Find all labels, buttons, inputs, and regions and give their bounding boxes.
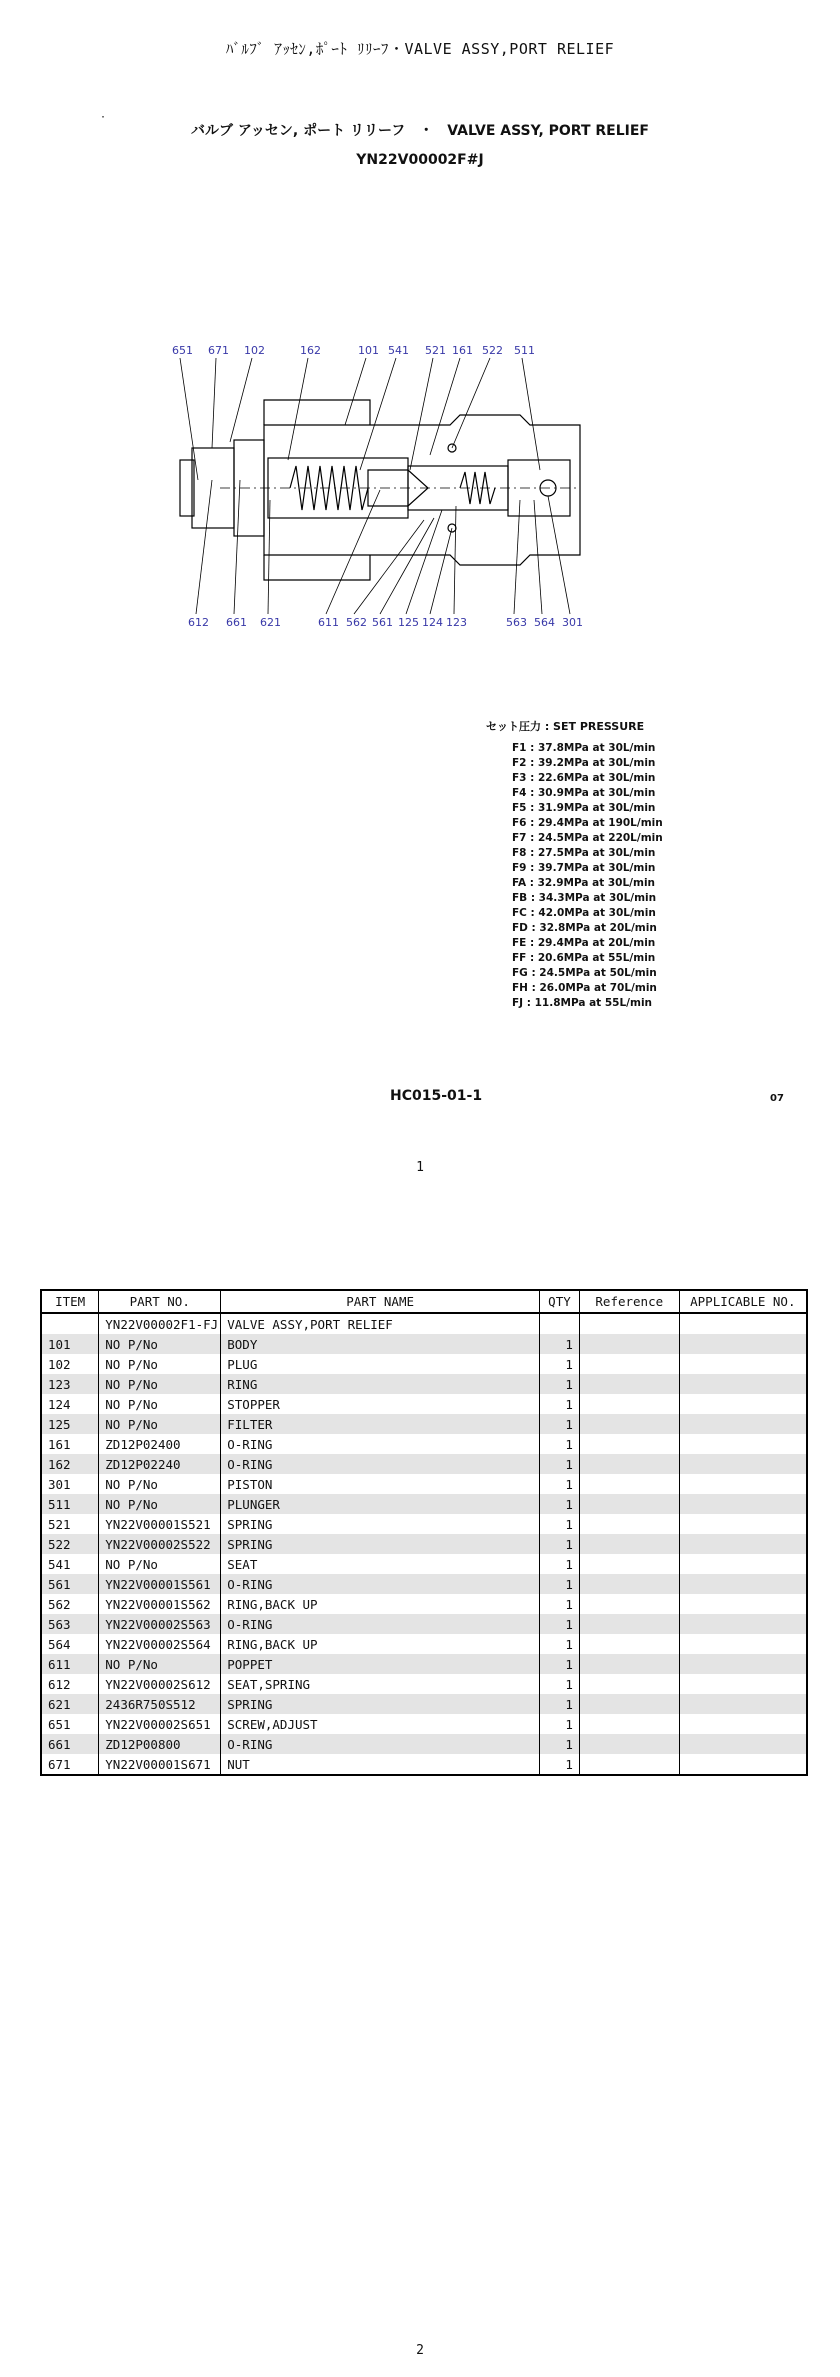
cell-part-name: RING: [221, 1374, 540, 1394]
set-pressure-item: F6 : 29.4MPa at 190L/min: [512, 817, 663, 829]
page-number-top: 1: [416, 1160, 424, 1175]
callout-leader-671: [212, 358, 216, 448]
cell-part-no: YN22V00001S562: [99, 1594, 221, 1614]
cell-applicable: [679, 1654, 807, 1674]
cell-qty: 1: [540, 1694, 580, 1714]
cell-part-name: SPRING: [221, 1694, 540, 1714]
callout-leader-611: [326, 490, 380, 614]
cell-part-name: O-RING: [221, 1614, 540, 1634]
callout-522: 522: [482, 344, 503, 357]
cell-reference: [579, 1454, 679, 1474]
set-pressure-item: F7 : 24.5MPa at 220L/min: [512, 832, 663, 844]
callout-125: 125: [398, 616, 419, 629]
set-pressure-item: FH : 26.0MPa at 70L/min: [512, 982, 657, 994]
cell-qty: 1: [540, 1494, 580, 1514]
cell-part-name: SCREW,ADJUST: [221, 1714, 540, 1734]
cell-applicable: [679, 1354, 807, 1374]
cell-part-no: YN22V00001S561: [99, 1574, 221, 1594]
cell-part-no: NO P/No: [99, 1554, 221, 1574]
cell-qty: 1: [540, 1514, 580, 1534]
cell-qty: 1: [540, 1654, 580, 1674]
table-row: [41, 1674, 807, 1694]
cell-qty: 1: [540, 1474, 580, 1494]
cell-item: 541: [41, 1554, 99, 1574]
cell-part-no: YN22V00002S651: [99, 1714, 221, 1734]
cell-part-name: STOPPER: [221, 1394, 540, 1414]
table-row: [41, 1474, 807, 1494]
parts-table-header: [41, 1290, 807, 1313]
cell-reference: [579, 1474, 679, 1494]
cell-applicable: [679, 1754, 807, 1775]
table-row: [41, 1334, 807, 1354]
cell-reference: [579, 1334, 679, 1354]
set-pressure-list: [486, 741, 663, 1011]
cell-applicable: [679, 1674, 807, 1694]
callout-162: 162: [300, 344, 321, 357]
table-row: [41, 1374, 807, 1394]
cell-qty: 1: [540, 1734, 580, 1754]
drawing-body-step-top: [264, 400, 370, 425]
cell-item: 562: [41, 1594, 99, 1614]
table-row: [41, 1614, 807, 1634]
cell-item: 564: [41, 1634, 99, 1654]
set-pressure-item: FA : 32.9MPa at 30L/min: [512, 877, 656, 889]
cell-part-name: RING,BACK UP: [221, 1634, 540, 1654]
cell-part-no: YN22V00002S522: [99, 1534, 221, 1554]
cell-item: [41, 1313, 99, 1334]
callout-521: 521: [425, 344, 446, 357]
sheet-corner-mark: 07: [770, 1093, 784, 1104]
cell-part-no: YN22V00002S564: [99, 1634, 221, 1654]
cell-reference: [579, 1313, 679, 1334]
callout-leader-521: [410, 358, 433, 470]
callout-301: 301: [562, 616, 583, 629]
cell-part-no: NO P/No: [99, 1354, 221, 1374]
callout-671: 671: [208, 344, 229, 357]
cell-part-name: PISTON: [221, 1474, 540, 1494]
cell-qty: 1: [540, 1354, 580, 1374]
cell-part-name: O-RING: [221, 1574, 540, 1594]
callout-leader-651: [180, 358, 198, 480]
cell-part-name: SPRING: [221, 1514, 540, 1534]
cell-qty: 1: [540, 1394, 580, 1414]
callout-leader-541: [360, 358, 396, 470]
cell-part-no: NO P/No: [99, 1654, 221, 1674]
cell-part-name: SEAT: [221, 1554, 540, 1574]
drawing-poppet: [368, 470, 428, 506]
cell-item: 521: [41, 1514, 99, 1534]
cell-reference: [579, 1654, 679, 1674]
cell-item: 561: [41, 1574, 99, 1594]
cell-applicable: [679, 1514, 807, 1534]
cell-item: 101: [41, 1334, 99, 1354]
cell-qty: 1: [540, 1554, 580, 1574]
callout-612: 612: [188, 616, 209, 629]
cell-item: 125: [41, 1414, 99, 1434]
cell-applicable: [679, 1594, 807, 1614]
set-pressure-item: FD : 32.8MPa at 20L/min: [512, 922, 657, 934]
col-applicable: APPLICABLE NO.: [679, 1290, 807, 1313]
cell-item: 621: [41, 1694, 99, 1714]
set-pressure-item: F4 : 30.9MPa at 30L/min: [512, 787, 656, 799]
table-row: [41, 1654, 807, 1674]
cell-qty: 1: [540, 1754, 580, 1775]
cell-reference: [579, 1594, 679, 1614]
cell-applicable: [679, 1414, 807, 1434]
cell-part-no: NO P/No: [99, 1494, 221, 1514]
drawing-body-step-bottom: [264, 555, 370, 580]
cell-reference: [579, 1694, 679, 1714]
table-row: [41, 1694, 807, 1714]
set-pressure-item: F3 : 22.6MPa at 30L/min: [512, 772, 656, 784]
table-row: [41, 1414, 807, 1434]
col-part-no: PART NO.: [99, 1290, 221, 1313]
cell-reference: [579, 1714, 679, 1734]
callout-leader-102: [230, 358, 252, 442]
cell-applicable: [679, 1614, 807, 1634]
cell-part-no: NO P/No: [99, 1414, 221, 1434]
cell-reference: [579, 1394, 679, 1414]
set-pressure-item: FB : 34.3MPa at 30L/min: [512, 892, 657, 904]
callout-leader-564: [534, 500, 542, 614]
table-row: [41, 1434, 807, 1454]
col-item: ITEM: [41, 1290, 99, 1313]
set-pressure-item: F8 : 27.5MPa at 30L/min: [512, 847, 656, 859]
cell-reference: [579, 1574, 679, 1594]
callout-leader-125: [406, 510, 442, 614]
cell-part-no: YN22V00001S671: [99, 1754, 221, 1775]
cell-item: 671: [41, 1754, 99, 1775]
callout-562: 562: [346, 616, 367, 629]
table-row: [41, 1394, 807, 1414]
callout-leader-101: [345, 358, 366, 425]
cell-reference: [579, 1494, 679, 1514]
callout-561: 561: [372, 616, 393, 629]
parts-table: [40, 1289, 808, 1776]
callout-leader-612: [196, 480, 212, 614]
cell-applicable: [679, 1494, 807, 1514]
set-pressure-item: FC : 42.0MPa at 30L/min: [512, 907, 656, 919]
cell-qty: 1: [540, 1594, 580, 1614]
cell-part-no: 2436R750S512: [99, 1694, 221, 1714]
cell-part-name: SPRING: [221, 1534, 540, 1554]
cell-applicable: [679, 1394, 807, 1414]
col-part-name: PART NAME: [221, 1290, 540, 1313]
cell-part-no: NO P/No: [99, 1374, 221, 1394]
set-pressure-item: FF : 20.6MPa at 55L/min: [512, 952, 656, 964]
callout-651: 651: [172, 344, 193, 357]
table-row: [41, 1554, 807, 1574]
cell-applicable: [679, 1574, 807, 1594]
table-row: [41, 1454, 807, 1474]
set-pressure-item: F1 : 37.8MPa at 30L/min: [512, 742, 656, 754]
cell-item: 511: [41, 1494, 99, 1514]
callout-101: 101: [358, 344, 379, 357]
cell-qty: 1: [540, 1574, 580, 1594]
callout-541: 541: [388, 344, 409, 357]
cell-part-name: VALVE ASSY,PORT RELIEF: [221, 1313, 540, 1334]
cell-item: 102: [41, 1354, 99, 1374]
cell-reference: [579, 1614, 679, 1634]
cell-part-no: NO P/No: [99, 1474, 221, 1494]
callout-leader-561: [380, 518, 434, 614]
callout-leader-124: [430, 528, 452, 614]
cell-qty: 1: [540, 1414, 580, 1434]
cell-qty: 1: [540, 1714, 580, 1734]
cell-part-name: FILTER: [221, 1414, 540, 1434]
callout-102: 102: [244, 344, 265, 357]
callout-661: 661: [226, 616, 247, 629]
cell-item: 612: [41, 1674, 99, 1694]
cell-reference: [579, 1374, 679, 1394]
callout-621: 621: [260, 616, 281, 629]
col-reference: Reference: [579, 1290, 679, 1313]
cell-reference: [579, 1734, 679, 1754]
table-row: [41, 1634, 807, 1654]
callout-leader-162: [288, 358, 308, 460]
cell-applicable: [679, 1554, 807, 1574]
cell-applicable: [679, 1714, 807, 1734]
cell-applicable: [679, 1434, 807, 1454]
document-header-title: ﾊﾞﾙﾌﾞ ｱｯｾﾝ,ﾎﾟｰﾄ ﾘﾘｰﾌ・VALVE ASSY,PORT RELIEF: [225, 40, 615, 58]
cell-part-name: SEAT,SPRING: [221, 1674, 540, 1694]
cell-qty: 1: [540, 1334, 580, 1354]
page-number-bottom: 2: [416, 2343, 424, 2358]
table-row: [41, 1734, 807, 1754]
cell-item: 161: [41, 1434, 99, 1454]
cell-applicable: [679, 1694, 807, 1714]
cell-reference: [579, 1414, 679, 1434]
cell-part-no: ZD12P02240: [99, 1454, 221, 1474]
cell-part-no: YN22V00002S612: [99, 1674, 221, 1694]
table-row: [41, 1514, 807, 1534]
cell-qty: 1: [540, 1534, 580, 1554]
cell-part-name: BODY: [221, 1334, 540, 1354]
cell-part-no: ZD12P00800: [99, 1734, 221, 1754]
table-row: [41, 1494, 807, 1514]
table-row: [41, 1754, 807, 1775]
valve-assembly-drawing: [160, 330, 660, 650]
cell-reference: [579, 1434, 679, 1454]
cell-qty: [540, 1313, 580, 1334]
stray-dot: ·: [100, 112, 107, 123]
cell-part-name: RING,BACK UP: [221, 1594, 540, 1614]
cell-item: 301: [41, 1474, 99, 1494]
cell-reference: [579, 1674, 679, 1694]
drawing-number: YN22V00002F#J: [356, 152, 484, 168]
cell-qty: 1: [540, 1634, 580, 1654]
cell-qty: 1: [540, 1434, 580, 1454]
callout-leader-511: [522, 358, 540, 470]
set-pressure-item: F9 : 39.7MPa at 30L/min: [512, 862, 656, 874]
cell-applicable: [679, 1334, 807, 1354]
table-row: [41, 1594, 807, 1614]
cell-part-name: POPPET: [221, 1654, 540, 1674]
cell-item: 611: [41, 1654, 99, 1674]
cell-part-name: PLUNGER: [221, 1494, 540, 1514]
cell-reference: [579, 1534, 679, 1554]
callout-564: 564: [534, 616, 555, 629]
cell-part-name: O-RING: [221, 1434, 540, 1454]
cell-applicable: [679, 1534, 807, 1554]
callout-leader-563: [514, 500, 520, 614]
table-row: [41, 1313, 807, 1334]
cell-qty: 1: [540, 1614, 580, 1634]
cell-applicable: [679, 1454, 807, 1474]
cell-item: 651: [41, 1714, 99, 1734]
callout-563: 563: [506, 616, 527, 629]
callout-leader-522: [452, 358, 490, 448]
cell-item: 162: [41, 1454, 99, 1474]
callout-511: 511: [514, 344, 535, 357]
cell-part-no: YN22V00002S563: [99, 1614, 221, 1634]
cell-part-name: O-RING: [221, 1734, 540, 1754]
sheet-code: HC015-01-1: [390, 1088, 483, 1104]
callout-611: 611: [318, 616, 339, 629]
cell-applicable: [679, 1734, 807, 1754]
cell-reference: [579, 1354, 679, 1374]
callout-leader-562: [354, 520, 424, 614]
cell-item: 123: [41, 1374, 99, 1394]
set-pressure-item: F5 : 31.9MPa at 30L/min: [512, 802, 656, 814]
cell-item: 124: [41, 1394, 99, 1414]
cell-reference: [579, 1754, 679, 1775]
cell-part-no: YN22V00002F1-FJ: [99, 1313, 221, 1334]
cell-reference: [579, 1634, 679, 1654]
cell-part-name: PLUG: [221, 1354, 540, 1374]
set-pressure-block: [486, 718, 663, 1011]
cell-item: 661: [41, 1734, 99, 1754]
table-row: [41, 1534, 807, 1554]
table-row: [41, 1574, 807, 1594]
callout-leader-661: [234, 480, 240, 614]
set-pressure-item: F2 : 39.2MPa at 30L/min: [512, 757, 656, 769]
cell-qty: 1: [540, 1454, 580, 1474]
cell-part-name: NUT: [221, 1754, 540, 1775]
set-pressure-item: FG : 24.5MPa at 50L/min: [512, 967, 657, 979]
cell-applicable: [679, 1634, 807, 1654]
cell-reference: [579, 1514, 679, 1534]
cell-qty: 1: [540, 1674, 580, 1694]
callout-124: 124: [422, 616, 443, 629]
set-pressure-item: FJ : 11.8MPa at 55L/min: [512, 997, 653, 1009]
cell-qty: 1: [540, 1374, 580, 1394]
cell-item: 522: [41, 1534, 99, 1554]
cell-part-no: NO P/No: [99, 1334, 221, 1354]
cell-item: 563: [41, 1614, 99, 1634]
cell-applicable: [679, 1374, 807, 1394]
cell-reference: [579, 1554, 679, 1574]
table-row: [41, 1354, 807, 1374]
set-pressure-item: FE : 29.4MPa at 20L/min: [512, 937, 656, 949]
cell-part-no: YN22V00001S521: [99, 1514, 221, 1534]
callout-161: 161: [452, 344, 473, 357]
cell-part-name: O-RING: [221, 1454, 540, 1474]
cell-part-no: NO P/No: [99, 1394, 221, 1414]
callout-123: 123: [446, 616, 467, 629]
cell-applicable: [679, 1313, 807, 1334]
cell-applicable: [679, 1474, 807, 1494]
cell-part-no: ZD12P02400: [99, 1434, 221, 1454]
col-qty: QTY: [540, 1290, 580, 1313]
drawing-title: バルブ アッセン, ポート リリーフ ・ VALVE ASSY, PORT RELIEF: [191, 123, 649, 139]
callout-labels-top: [172, 344, 540, 480]
set-pressure-title: セット圧力 : SET PRESSURE: [486, 720, 645, 733]
table-row: [41, 1714, 807, 1734]
